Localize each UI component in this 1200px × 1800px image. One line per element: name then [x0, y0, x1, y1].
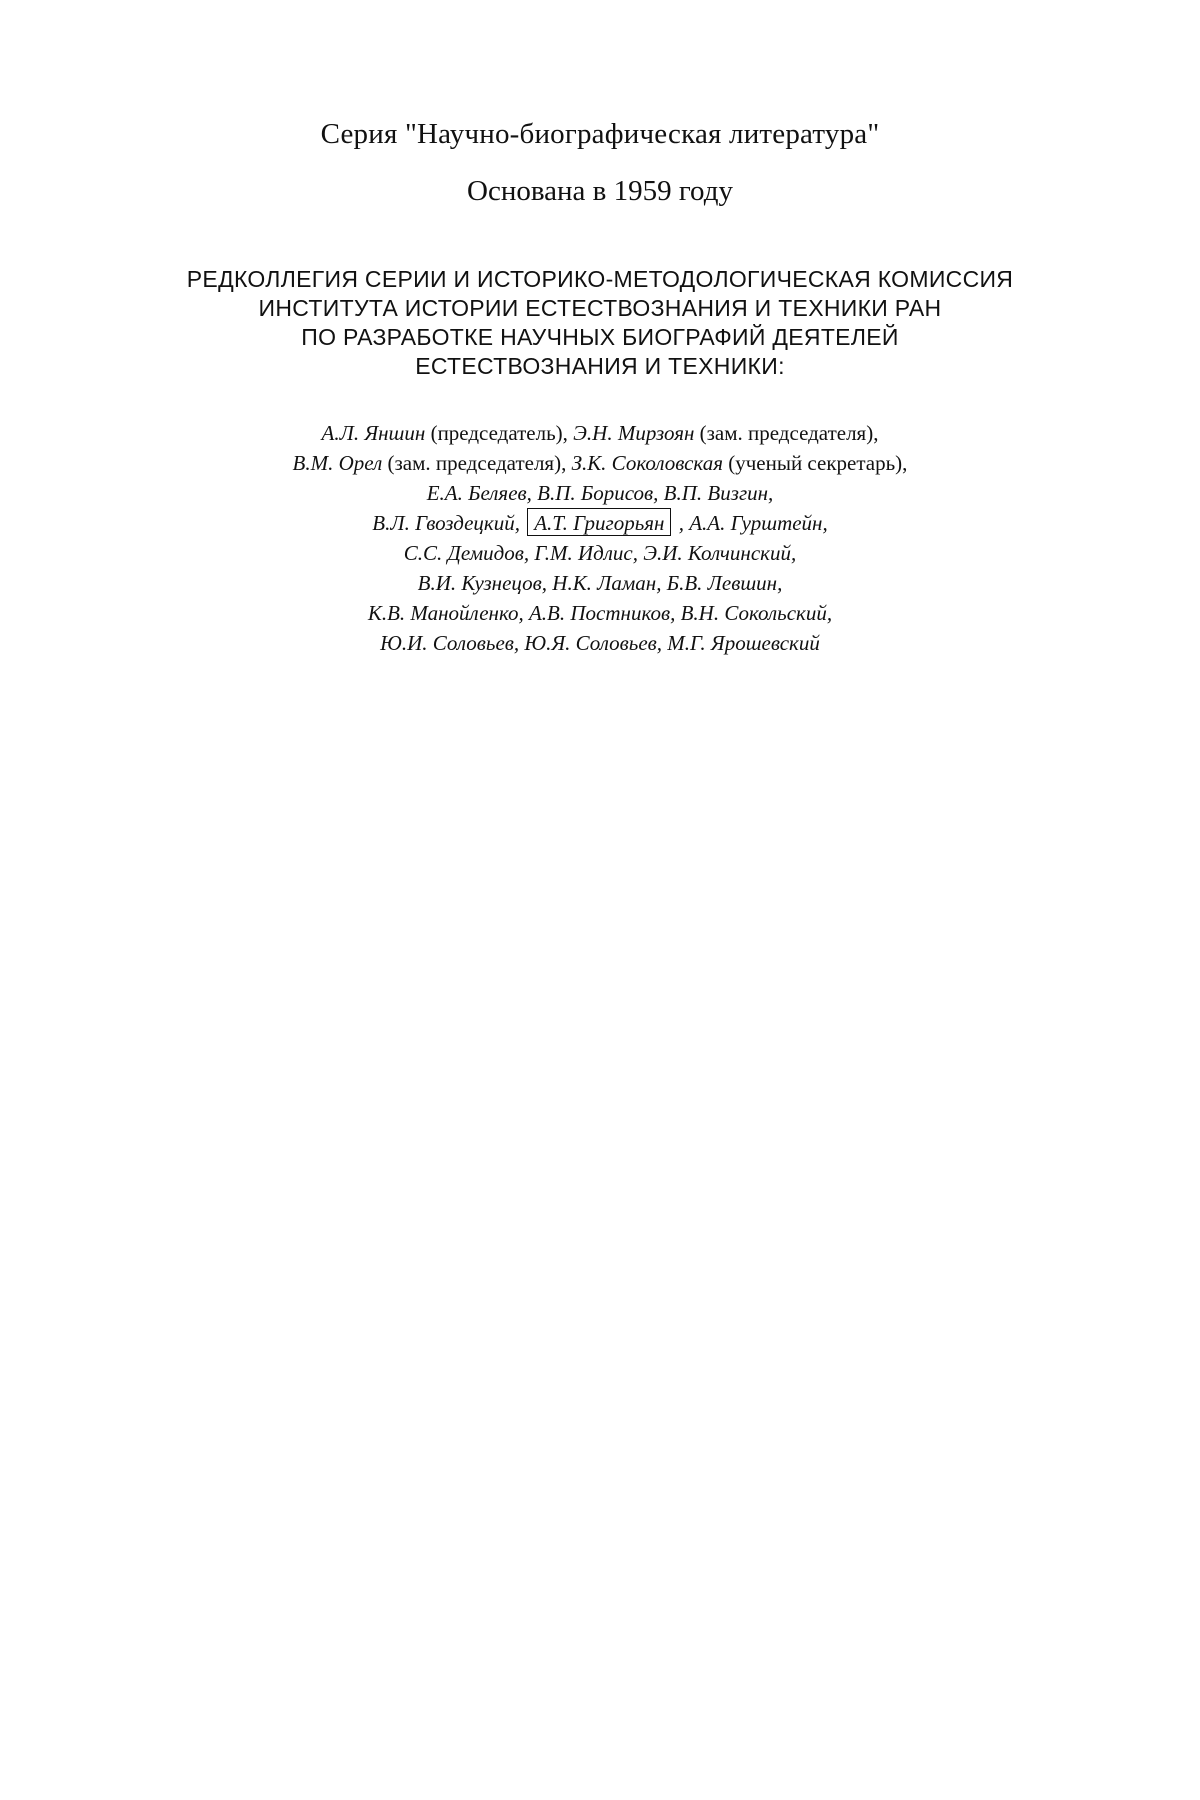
heading-line: ПО РАЗРАБОТКЕ НАУЧНЫХ БИОГРАФИЙ ДЕЯТЕЛЕЙ [301, 324, 899, 350]
member-name: В.М. Орел [292, 451, 383, 475]
editorial-board-heading [0, 265, 1200, 381]
member-names: Ю.И. Соловьев, Ю.Я. Соловьев, М.Г. Ярошевский [380, 631, 820, 655]
members-line [0, 598, 1200, 628]
members-line [0, 478, 1200, 508]
member-role: (зам. председателя), [694, 421, 879, 445]
member-names: К.В. Манойленко, А.В. Постников, В.Н. Сокольский, [367, 601, 833, 625]
member-names: В.Л. Гвоздецкий, [372, 511, 526, 535]
member-names: С.С. Демидов, Г.М. Идлис, Э.И. Колчинский, [403, 541, 797, 565]
members-line [0, 418, 1200, 448]
heading-line: РЕДКОЛЛЕГИЯ СЕРИИ И ИСТОРИКО-МЕТОДОЛОГИЧЕСКАЯ КОМИССИЯ [186, 266, 1014, 292]
member-name: З.К. Соколовская [571, 451, 723, 475]
series-title: Серия "Научно-биографическая литература" [320, 118, 880, 150]
members-line [0, 508, 1200, 538]
member-role: (зам. председателя), [382, 451, 572, 475]
heading-line: ЕСТЕСТВОЗНАНИЯ И ТЕХНИКИ: [415, 353, 785, 379]
member-role: (ученый секретарь), [722, 451, 908, 475]
heading-line: ИНСТИТУТА ИСТОРИИ ЕСТЕСТВОЗНАНИЯ И ТЕХНИКИ РАН [258, 295, 942, 321]
boxed-member-name: А.Т. Григорьян [527, 508, 671, 536]
members-line [0, 538, 1200, 568]
member-name: Э.Н. Мирзоян [573, 421, 695, 445]
members-line [0, 628, 1200, 658]
member-names: , А.А. Гурштейн, [673, 511, 828, 535]
members-line [0, 568, 1200, 598]
members-line [0, 448, 1200, 478]
member-name: А.Л. Яншин [321, 421, 426, 445]
member-role: (председатель), [425, 421, 574, 445]
board-members-list [0, 418, 1200, 658]
member-names: В.И. Кузнецов, Н.К. Ламан, Б.В. Левшин, [417, 571, 783, 595]
founded-year-line: Основана в 1959 году [467, 175, 733, 207]
member-names: Е.А. Беляев, В.П. Борисов, В.П. Визгин, [426, 481, 774, 505]
